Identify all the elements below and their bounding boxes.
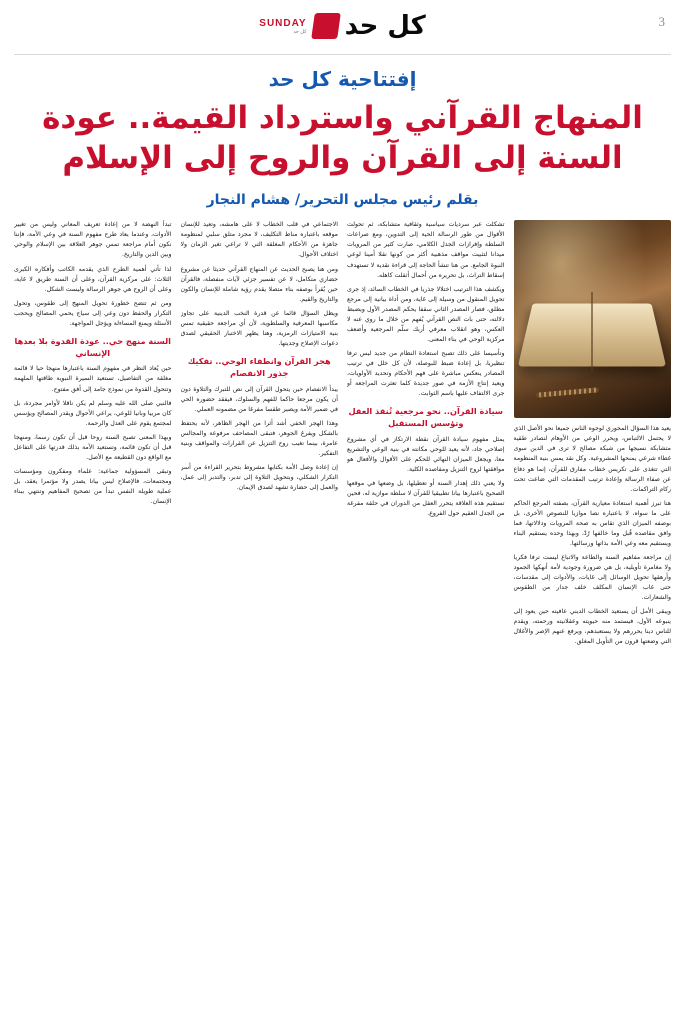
logo-english-main: SUNDAY: [259, 17, 307, 29]
logo-mark-icon: [311, 13, 341, 39]
article-byline: بقلم رئيس مجلس التحرير/ هشام النجار: [206, 192, 479, 209]
article-paragraph: يبدأ الانفصام حين يتحول القرآن إلى نص للتبرك والتلاوة دون أن يكون مرجعا حاكما للفهم والسلوك، فيفقد حضوره الحي في ضمير الأمة ويصير طقسا مفرغا من مضمونه العملي.: [180, 385, 338, 413]
article-paragraph: ومن ثم تتضح خطورة تحويل المنهج إلى طقوس، وتحول التكرار والحفظ دون وعي إلى سياج يحمي المصالح ويحجب الأسئلة ويمنع المساءلة ويؤجل المواجهة.: [14, 299, 172, 327]
article-paragraph: ويكشف هذا الترتيب اختلالا جذريا في الخطاب السائد، إذ جرى تحويل المنقول من وسيلة إلى غاية، ومن أداة بيانية إلى مرجع مطلق، فصار المصدر الثاني سقفا يحكم المصدر الأول ويضبط دلالته، حتى بات النص القرآني يُفهم من خلال ما روي عنه لا العكس، وهو انقلاب معرفي أربك سلّم المرجعية وأضعف مركزية الوحي في بناء المعنى.: [347, 285, 505, 343]
article-paragraph: وتأسيسا على ذلك تصبح استعادة النظام من جديد ليس ترفا تنظيريا، بل إعادة ضبط للبوصلة، لأن كل خلل في ترتيب المصادر ينعكس مباشرة على فهم الأحكام وتحديد الأولويات، ويعيد إنتاج الأزمة في صور جديدة كلما تعثرت المراجعة أو جرى الالتفاف عليها باسم الثوابت.: [347, 349, 505, 398]
logo-english-text: [259, 18, 306, 35]
logo-arabic-text: كل حد: [344, 11, 426, 41]
article-paragraph: هنا تبرز أهمية استعادة معيارية القرآن، بصفته المرجع الحاكم على ما سواه، لا باعتباره نصا موازيا للنصوص الأخرى، بل بوصفه الميزان الذي تقاس به صحة المرويات ودلالاتها، فما وافق مقاصده قُبل وما خالفها رُدّ، وبهذا وحده يستقيم البناء ويستقيم معه وعي الأمة بذاتها ورسالتها.: [513, 499, 671, 547]
article-body-columns: [14, 220, 671, 960]
page-title: المنهاج القرآني واسترداد القيمة.. عودة السنة إلى القرآن والروح إلى الإسلام: [42, 100, 643, 176]
logo-english-sub: كل حد: [293, 28, 307, 35]
article-photo: [514, 220, 672, 418]
article-column: [181, 220, 339, 960]
page-number: 3: [658, 14, 665, 29]
section-subheading: هجر القرآن وانطفاء الوحي.. تفكيك جذور الانفصام: [187, 355, 331, 379]
article-paragraph: حين يُعاد النظر في مفهوم السنة باعتبارها منهجا حيا لا قائمة مغلقة من التفاصيل، تستعيد السيرة النبوية طاقتها الملهمة وتتحول القدوة من نموذج جامد إلى أفق مفتوح.: [14, 365, 172, 393]
article-paragraph: ويبقى الأمل أن يستعيد الخطاب الديني عافيته حين يعود إلى ينبوعه الأول، فيستمد منه حيويته وعقلانيته ورحمته، ويقدم للناس دينا يحررهم ولا يستعبدهم، ويرفع عنهم الإصر والأغلال التي وضعتها قرون من التأويل المغلق.: [513, 608, 671, 646]
article-column: [514, 220, 672, 960]
article-paragraph: يمثل مفهوم سيادة القرآن نقطة الارتكاز في أي مشروع إصلاحي جاد، لأنه يعيد للوحي مكانته في بنية الوعي والتشريع معا، ويجعل الميزان النهائي للحكم على الأقوال والأفعال هو موافقتها لروح التنزيل ومقاصده الكلية.: [347, 435, 505, 473]
article-paragraph: لذا تأتي أهمية الطرح الذي يقدمه الكاتب وأفكاره الكبرى الثلاث: على مركزية القرآن، وعلى أن السنة طريق لا غاية، وعلى أن الروح هي جوهر الرسالة وليست الشكل.: [14, 265, 172, 293]
article-column: [347, 220, 505, 960]
article-paragraph: فالنبي صلى الله عليه وسلم لم يكن ناقلا لأوامر مجردة، بل كان مربيا وبانيا للوعي، يراعي الأحوال ويقدر المصالح ويؤسس لمجتمع يقوم على العدل والرحمة.: [14, 399, 172, 427]
article-paragraph: الاجتماعي في قلب الخطاب لا على هامشه، وتعيد للإنسان موقعه باعتباره مناط التكليف، لا مجرد متلق سلبي لمنظومة جاهزة من الأحكام المغلقة التي لا تراعي تغير الزمان ولا اختلاف الأحوال.: [180, 221, 338, 259]
newspaper-logo[interactable]: [259, 11, 425, 41]
article-paragraph: وتبقى المسؤولية جماعية: علماء ومفكرون ومؤسسات ومجتمعات، فالإصلاح ليس بيانا يصدر ولا مؤتمرا يعقد، بل عملية طويلة النفس تبدأ من تصحيح المفاهيم وتنتهي ببناء الإنسان.: [14, 467, 172, 505]
prayer-beads-shape: [535, 387, 598, 397]
article-paragraph: تبدأ النهضة لا من إعادة تعريف المعاني وليس من تغيير الأدوات، وعندما يعاد طرح مفهوم السنة في وعي الأمة، فإننا نكون أمام مراجعة تمس جوهر العلاقة بين الإسلام والوحي وبين الدين والتاريخ.: [14, 221, 172, 259]
article-paragraph: وهذا الهجر الخفي أشد أثرا من الهجر الظاهر، لأنه يحتفظ بالشكل ويفرغ الجوهر، فتبقى المصاحف مرفوعة والمجالس عامرة، بينما تغيب روح التنزيل عن القرارات والمواقف وبنية التفكير.: [180, 419, 338, 457]
article-kicker: إفتتاحية كل حد: [268, 67, 417, 91]
article-paragraph: ويظل السؤال قائما عن قدرة النخب الدينية على تجاوز مكاسبها المعرفية والسلطوية، لأن أي مراجعة حقيقية تمس بنية الامتيازات الرمزية، وهنا يظهر الاختبار الحقيقي لصدق دعوات الإصلاح وجديتها.: [180, 309, 338, 347]
article-paragraph: إن إعادة وصل الأمة بكتابها مشروط بتحرير القراءة من أسر التكرار الشكلي، وبتحويل التلاوة إلى تدبر، والتدبر إلى عمل، والعمل إلى حضارة تشهد لصدق الإيمان.: [180, 463, 338, 491]
article-paragraph: وبهذا المعنى تصبح السنة روحا قبل أن تكون رسما، ومنهجا قبل أن تكون قائمة، وتستعيد الأمة بذلك قدرتها على التفاعل مع الواقع دون القطيعة مع الأصل.: [14, 433, 172, 461]
article-paragraph: تشكلت عبر سرديات سياسية وثقافية متشابكة، ثم تحولت الأقوال من طور الرسالة الحية إلى التدوين، ومع صراعات السلطة وإفرازات الجدل الكلامي، صارت كثير من المرويات ميدانا لتثبيت مواقف مذهبية أكثر من كونها نقلا أمينا لوعي النبوة الجامع. من هنا تنشأ الحاجة إلى قراءة نقدية لا تستهدف إسقاط التراث، بل تحريره من أحمال أثقلت كاهله.: [347, 221, 505, 279]
section-subheading: السنة منهج حي.. عودة القدوة بلا بعدها الإنساني: [14, 335, 171, 359]
article-paragraph: ومن هنا يصبح الحديث عن المنهاج القرآني حديثا عن مشروع حضاري متكامل، لا عن تفسير جزئي لآيات منفصلة، فالقرآن حين يُقرأ بوصفه بناء متصلا يقدم رؤية شاملة للإنسان والكون والتاريخ والقيم.: [180, 265, 338, 303]
article-paragraph: ولا يعني ذلك إهدار السنة أو تعطيلها، بل وضعها في موقعها الصحيح باعتبارها بيانا تطبيقيا للقرآن لا سلطة موازية له، فحين تستقيم هذه العلاقة يتحرر العقل من الدوران في حلقة مفرغة من الجدل العقيم حول الفروع.: [347, 479, 505, 518]
section-subheading: سيادة القرآن.. نحو مرجعية تُنقذ العقل وتؤسس المستقبل: [348, 406, 503, 429]
masthead: [14, 0, 671, 52]
article-paragraph: إن مراجعة مفاهيم السنة والطاعة والاتباع ليست ترفا فكريا ولا مغامرة تأويلية، بل هي ضرورة وجودية لأمة أنهكها الجمود وأرهقها تحويل الوسائل إلى غايات، والأدوات إلى مقدسات، حتى غاب الإنسان المكلف خلف جدار من الطقوس والشعارات.: [513, 553, 671, 602]
article-column: [14, 220, 172, 960]
article-paragraph: يعيد هذا السؤال المحوري لوجوه الناس جميعا نحو الأصل الذي لا يحتمل الالتباس، ويحرر الوعي من الأوهام لنصادر طقية متشابكة نسيجها من شبكة مصالح لا ترى في الدين سوى غطاء شرعي يمنحها المشروعية. وكل نقد يمس بنية المنظومة التي تتغذى على تكريس خطاب مفارق للقرآن، إنما هو دفاع عن صفاء الرسالة وإعادة ترتيب المقدمات التي ضاعت تحت ركام التراكمات.: [513, 425, 671, 493]
masthead-divider: [14, 54, 671, 55]
book-spine-shape: [591, 292, 593, 371]
